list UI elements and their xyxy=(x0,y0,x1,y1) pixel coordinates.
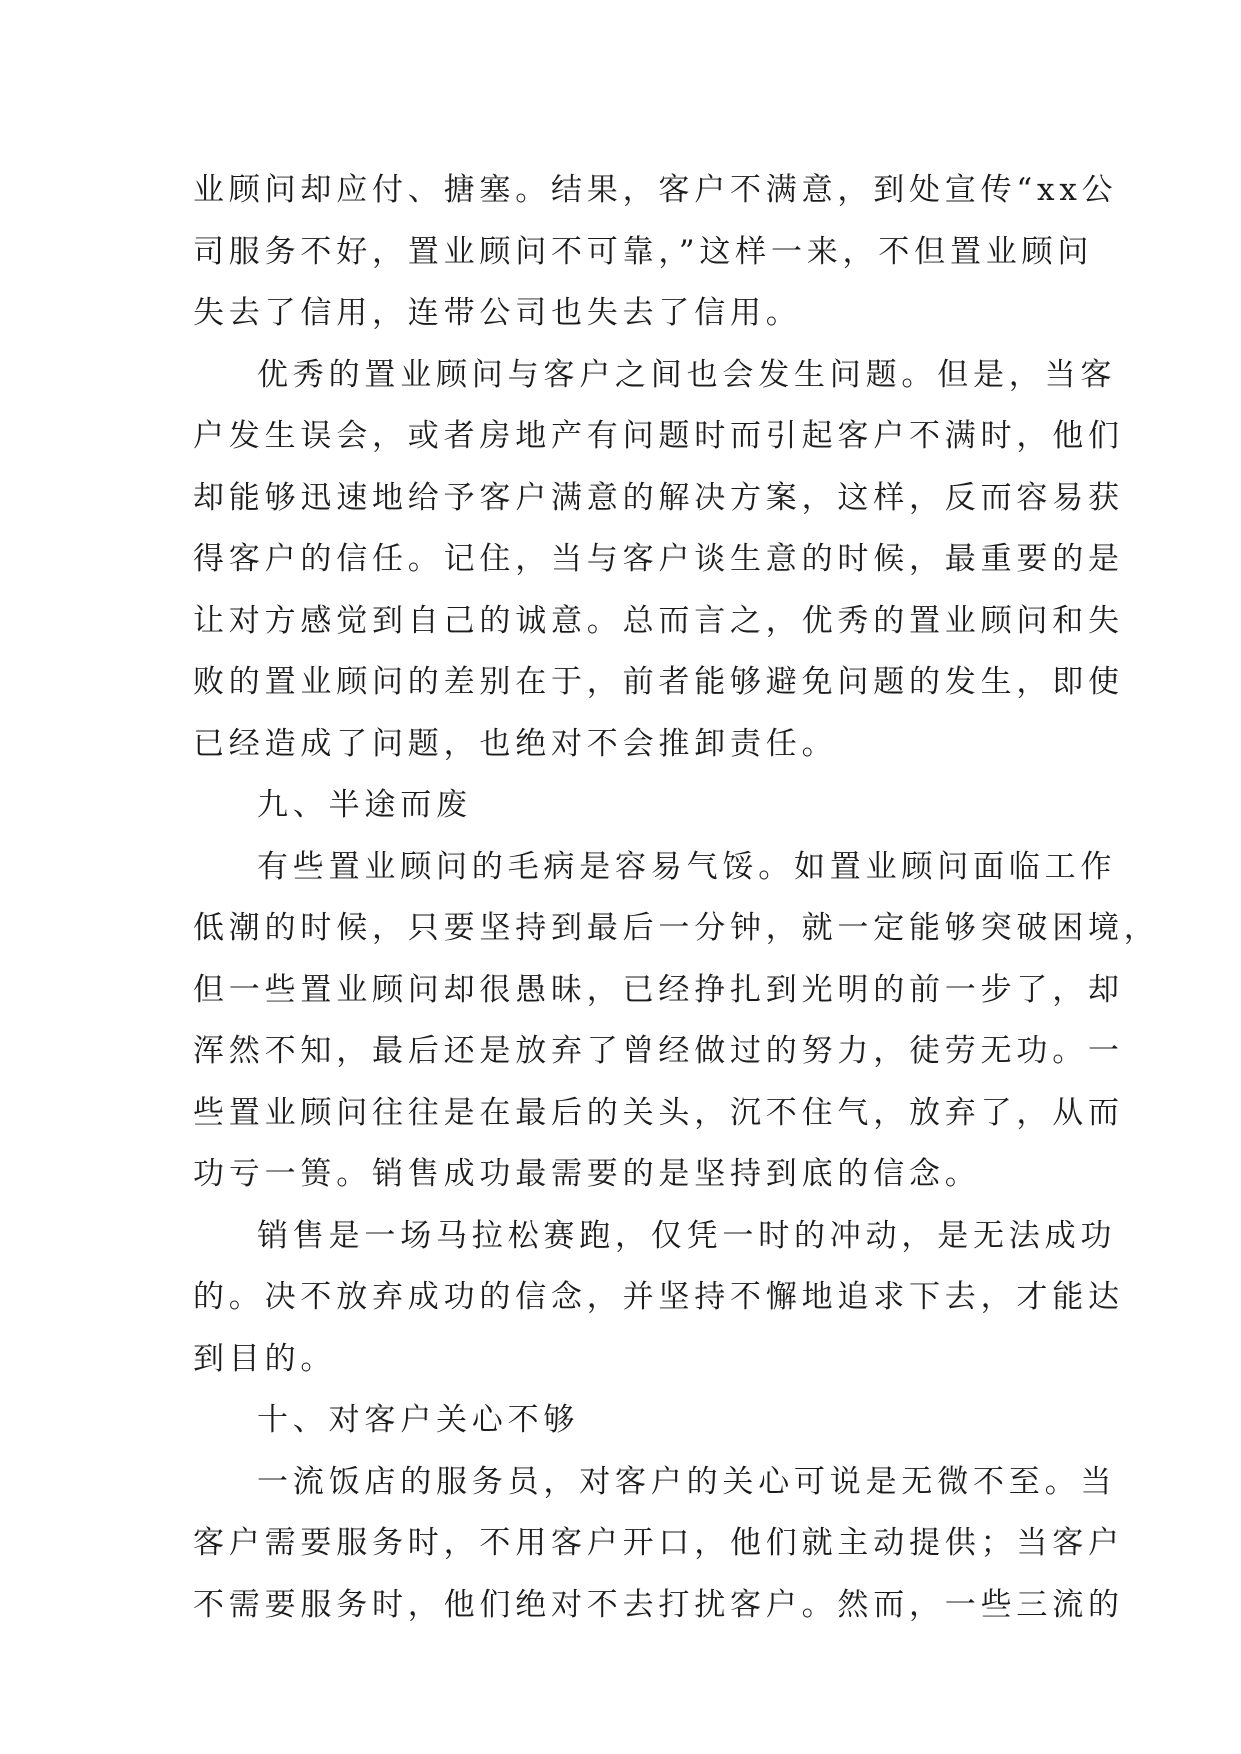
paragraph-first-line: 一流饭店的服务员，对客户的关心可说是无微不至。当 xyxy=(257,1463,1117,1500)
text-line: 败的置业顾问的差别在于，前者能够避免问题的发生，即使 xyxy=(193,664,1124,700)
text-line: 已经造成了问题，也绝对不会推卸责任。 xyxy=(193,725,838,762)
section-heading: 十、对客户关心不够 xyxy=(257,1402,580,1438)
text-line: 让对方感觉到自己的诚意。总而言之，优秀的置业顾问和失 xyxy=(193,602,1124,639)
paragraph-first-line: 有些置业顾问的毛病是容易气馁。如置业顾问面临工作 xyxy=(257,848,1117,885)
text-line: 但一些置业顾问却很愚昧，已经挣扎到光明的前一步了，却 xyxy=(193,971,1124,1008)
text-line: 些置业顾问往往是在最后的关头，沉不住气，放弃了，从而 xyxy=(193,1094,1124,1131)
text-line: 的。决不放弃成功的信念，并坚持不懈地追求下去，才能达 xyxy=(193,1279,1124,1315)
text-line: 到目的。 xyxy=(193,1340,337,1377)
paragraph-first-line: 销售是一场马拉松赛跑，仅凭一时的冲动，是无法成功 xyxy=(257,1217,1117,1254)
body-text xyxy=(193,160,1160,1636)
text-line: 却能够迅速地给予客户满意的解决方案，这样，反而容易获 xyxy=(193,479,1124,516)
paragraph-first-line: 优秀的置业顾问与客户之间也会发生问题。但是，当客 xyxy=(257,356,1117,393)
text-line: 浑然不知，最后还是放弃了曾经做过的努力，徒劳无功。一 xyxy=(193,1033,1124,1069)
text-line: 功亏一篑。销售成功最需要的是坚持到底的信念。 xyxy=(193,1156,981,1192)
section-heading: 九、半途而废 xyxy=(257,787,472,823)
text-line: 户发生误会，或者房地产有问题时而引起客户不满时，他们 xyxy=(193,418,1124,454)
text-line: 低潮的时候，只要坚持到最后一分钟，就一定能够突破困境， xyxy=(193,910,1160,946)
text-line: 客户需要服务时，不用客户开口，他们就主动提供；当客户 xyxy=(193,1525,1124,1561)
text-line: 失去了信用，连带公司也失去了信用。 xyxy=(193,295,802,331)
text-line: 不需要服务时，他们绝对不去打扰客户。然而，一些三流的 xyxy=(193,1586,1124,1623)
text-line: 业顾问却应付、搪塞。结果，客户不满意，到处宣传“xx公 xyxy=(193,172,1118,208)
text-line: 司服务不好，置业顾问不可靠，”这样一来，不但置业顾问 xyxy=(193,233,1094,270)
text-line: 得客户的信任。记住，当与客户谈生意的时候，最重要的是 xyxy=(193,541,1124,577)
